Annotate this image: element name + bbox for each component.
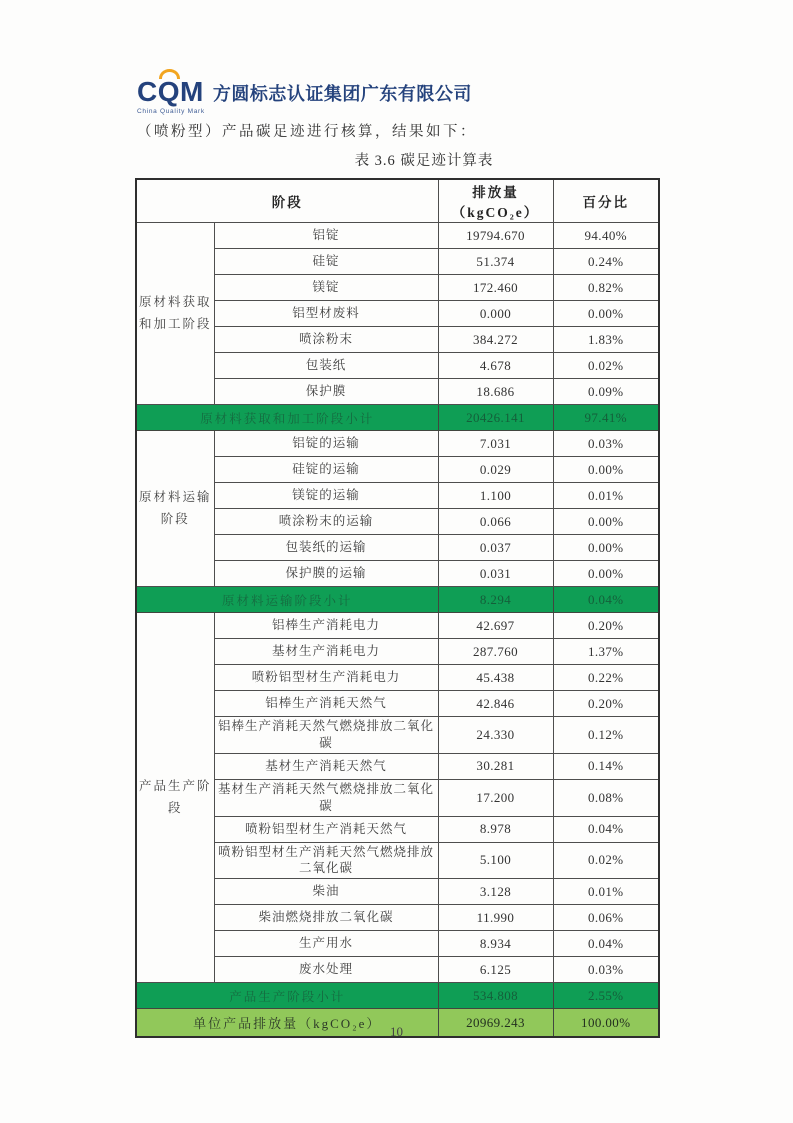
item-name: 柴油燃烧排放二氧化碳: [214, 905, 438, 931]
carbon-footprint-table: [135, 178, 660, 1038]
table-row: [136, 779, 659, 816]
item-emission: 0.031: [438, 561, 553, 587]
item-name: 喷粉铝型材生产消耗天然气: [214, 816, 438, 842]
item-emission: 51.374: [438, 249, 553, 275]
company-name: 方圆标志认证集团广东有限公司: [212, 84, 472, 104]
item-emission: 3.128: [438, 879, 553, 905]
item-name: 铝锭的运输: [214, 431, 438, 457]
table-row: [136, 275, 659, 301]
table-row: [136, 879, 659, 905]
item-name: 保护膜的运输: [214, 561, 438, 587]
subtotal-emission: 20426.141: [438, 405, 553, 431]
item-percent: 1.37%: [553, 639, 659, 665]
item-percent: 0.22%: [553, 665, 659, 691]
table-header-row: [136, 179, 659, 223]
logo-arc-icon: [159, 69, 180, 79]
table-row: [136, 249, 659, 275]
item-percent: 0.12%: [553, 717, 659, 754]
item-emission: 7.031: [438, 431, 553, 457]
item-percent: 0.00%: [553, 457, 659, 483]
subtotal-emission: 8.294: [438, 587, 553, 613]
table-row: [136, 665, 659, 691]
table-row: [136, 842, 659, 879]
subtotal-percent: 97.41%: [553, 405, 659, 431]
item-emission: 1.100: [438, 483, 553, 509]
item-name: 喷涂粉末的运输: [214, 509, 438, 535]
item-name: 基材生产消耗天然气: [214, 753, 438, 779]
table-row: [136, 717, 659, 754]
table-row: [136, 353, 659, 379]
item-name: 铝锭: [214, 223, 438, 249]
brand-header: [137, 68, 472, 115]
item-percent: 0.24%: [553, 249, 659, 275]
item-percent: 0.03%: [553, 431, 659, 457]
stage-group-label: 原材料运输阶段: [136, 431, 214, 587]
item-percent: 0.20%: [553, 613, 659, 639]
subtotal-percent: 0.04%: [553, 587, 659, 613]
subtotal-label: 产品生产阶段小计: [136, 983, 438, 1009]
intro-text: （喷粉型）产品碳足迹进行核算，结果如下：: [137, 124, 477, 140]
table-row: [136, 931, 659, 957]
item-emission: 6.125: [438, 957, 553, 983]
subtotal-label: 原材料运输阶段小计: [136, 587, 438, 613]
subtotal-emission: 534.808: [438, 983, 553, 1009]
table-row: [136, 613, 659, 639]
item-emission: 11.990: [438, 905, 553, 931]
item-percent: 0.03%: [553, 957, 659, 983]
item-emission: 45.438: [438, 665, 553, 691]
item-emission: 24.330: [438, 717, 553, 754]
item-name: 保护膜: [214, 379, 438, 405]
col-header-stage: 阶段: [136, 179, 438, 223]
item-percent: 1.83%: [553, 327, 659, 353]
table-row: [136, 639, 659, 665]
table-row: [136, 753, 659, 779]
item-percent: 0.04%: [553, 931, 659, 957]
item-emission: 8.934: [438, 931, 553, 957]
item-emission: 42.846: [438, 691, 553, 717]
item-percent: 0.09%: [553, 379, 659, 405]
subtotal-row: [136, 405, 659, 431]
item-name: 铝棒生产消耗天然气: [214, 691, 438, 717]
item-percent: 0.06%: [553, 905, 659, 931]
col-header-percent: 百分比: [553, 179, 659, 223]
item-name: 硅锭的运输: [214, 457, 438, 483]
item-emission: 4.678: [438, 353, 553, 379]
table-row: [136, 535, 659, 561]
item-name: 镁锭的运输: [214, 483, 438, 509]
item-percent: 0.01%: [553, 879, 659, 905]
item-name: 铝棒生产消耗电力: [214, 613, 438, 639]
table-caption: 表 3.6 碳足迹计算表: [354, 153, 494, 169]
cqm-logo: [137, 68, 205, 115]
item-name: 喷涂粉末: [214, 327, 438, 353]
item-emission: 0.029: [438, 457, 553, 483]
item-name: 包装纸: [214, 353, 438, 379]
table-row: [136, 483, 659, 509]
item-emission: 18.686: [438, 379, 553, 405]
table-row: [136, 379, 659, 405]
item-emission: 19794.670: [438, 223, 553, 249]
item-name: 铝型材废料: [214, 301, 438, 327]
item-percent: 0.00%: [553, 301, 659, 327]
item-percent: 94.40%: [553, 223, 659, 249]
item-name: 铝棒生产消耗天然气燃烧排放二氧化碳: [214, 717, 438, 754]
item-name: 喷粉铝型材生产消耗天然气燃烧排放二氧化碳: [214, 842, 438, 879]
item-percent: 0.00%: [553, 535, 659, 561]
table-row: [136, 957, 659, 983]
item-name: 基材生产消耗电力: [214, 639, 438, 665]
table-row: [136, 431, 659, 457]
table-row: [136, 223, 659, 249]
item-percent: 0.02%: [553, 842, 659, 879]
item-percent: 0.82%: [553, 275, 659, 301]
table-row: [136, 561, 659, 587]
item-name: 镁锭: [214, 275, 438, 301]
table-row: [136, 816, 659, 842]
subtotal-row: [136, 587, 659, 613]
item-name: 废水处理: [214, 957, 438, 983]
item-percent: 0.04%: [553, 816, 659, 842]
item-percent: 0.01%: [553, 483, 659, 509]
item-name: 基材生产消耗天然气燃烧排放二氧化碳: [214, 779, 438, 816]
item-name: 柴油: [214, 879, 438, 905]
col-header-emission: 排放量（kgCO₂e）: [438, 179, 553, 223]
item-percent: 0.08%: [553, 779, 659, 816]
total-label: 单位产品排放量（kgCO₂e）: [136, 1009, 438, 1037]
subtotal-percent: 2.55%: [553, 983, 659, 1009]
item-name: 包装纸的运输: [214, 535, 438, 561]
subtotal-row: [136, 983, 659, 1009]
table-row: [136, 691, 659, 717]
item-name: 生产用水: [214, 931, 438, 957]
item-emission: 0.037: [438, 535, 553, 561]
table-row: [136, 327, 659, 353]
item-percent: 0.14%: [553, 753, 659, 779]
logo-acronym: CQM: [137, 76, 204, 107]
stage-group-label: 产品生产阶段: [136, 613, 214, 983]
item-emission: 287.760: [438, 639, 553, 665]
item-emission: 172.460: [438, 275, 553, 301]
item-emission: 8.978: [438, 816, 553, 842]
item-percent: 0.02%: [553, 353, 659, 379]
table-row: [136, 509, 659, 535]
item-name: 喷粉铝型材生产消耗电力: [214, 665, 438, 691]
table-row: [136, 301, 659, 327]
item-percent: 0.00%: [553, 509, 659, 535]
subtotal-label: 原材料获取和加工阶段小计: [136, 405, 438, 431]
item-emission: 0.000: [438, 301, 553, 327]
item-emission: 0.066: [438, 509, 553, 535]
item-emission: 17.200: [438, 779, 553, 816]
item-emission: 384.272: [438, 327, 553, 353]
total-percent: 100.00%: [553, 1009, 659, 1037]
item-percent: 0.00%: [553, 561, 659, 587]
item-emission: 42.697: [438, 613, 553, 639]
total-emission: 20969.243: [438, 1009, 553, 1037]
table-row: [136, 457, 659, 483]
item-name: 硅锭: [214, 249, 438, 275]
page-number: 10: [390, 1024, 403, 1039]
item-emission: 5.100: [438, 842, 553, 879]
stage-group-label: 原材料获取和加工阶段: [136, 223, 214, 405]
item-percent: 0.20%: [553, 691, 659, 717]
item-emission: 30.281: [438, 753, 553, 779]
table-row: [136, 905, 659, 931]
logo-tagline: China Quality Mark: [137, 108, 205, 115]
